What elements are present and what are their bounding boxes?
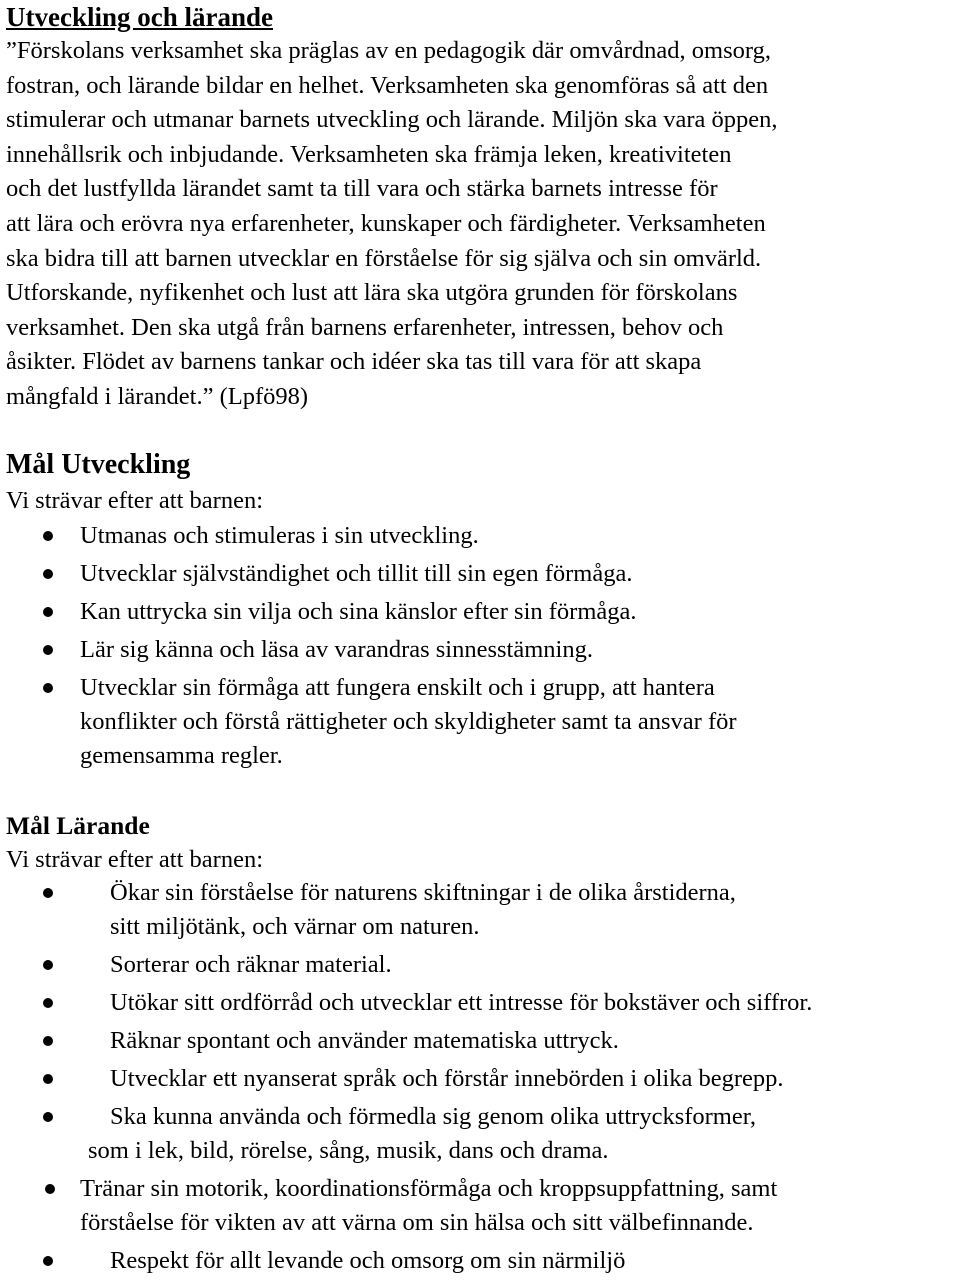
bullet-icon bbox=[43, 569, 53, 579]
list-item-text: som i lek, bild, rörelse, sång, musik, dans och drama. bbox=[88, 1137, 609, 1164]
intro-line: Utforskande, nyfikenhet och lust att lära ska utgöra grunden för förskolans bbox=[6, 279, 738, 307]
list-item-text: förståelse för vikten av att värna om sin hälsa och sitt välbefinnande. bbox=[80, 1209, 754, 1236]
list-item bbox=[0, 519, 960, 553]
list-item-text: Lär sig känna och läsa av varandras sinnesstämning. bbox=[80, 636, 593, 663]
list-item-text: sitt miljötänk, och värnar om naturen. bbox=[110, 913, 480, 940]
bullet-icon bbox=[43, 998, 53, 1008]
intro-line: innehållsrik och inbjudande. Verksamheten ska främja leken, kreativiteten bbox=[6, 140, 732, 168]
list-item bbox=[0, 1172, 960, 1240]
bullet-icon bbox=[43, 531, 53, 541]
section-title-utveckling: Mål Utveckling bbox=[6, 449, 191, 480]
list-item bbox=[0, 557, 960, 591]
list-item-text: gemensamma regler. bbox=[80, 742, 283, 769]
list-item-text: Räknar spontant och använder matematiska uttryck. bbox=[110, 1027, 619, 1054]
intro-line: ska bidra till att barnen utvecklar en förståelse för sig själva och sin omvärld. bbox=[6, 244, 762, 272]
list-item-text: Utmanas och stimuleras i sin utveckling. bbox=[80, 522, 479, 549]
list-item bbox=[0, 671, 960, 773]
list-item bbox=[0, 1062, 960, 1096]
section-lead-utveckling: Vi strävar efter att barnen: bbox=[6, 487, 264, 514]
intro-line: åsikter. Flödet av barnens tankar och idéer ska tas till vara för att skapa bbox=[6, 348, 702, 376]
intro-line: stimulerar och utmanar barnets utveckling och lärande. Miljön ska vara öppen, bbox=[6, 106, 778, 134]
list-item-text: konflikter och förstå rättigheter och skyldigheter samt ta ansvar för bbox=[80, 708, 737, 735]
section-lead-larande: Vi strävar efter att barnen: bbox=[6, 846, 264, 873]
bullet-icon bbox=[43, 888, 53, 898]
bullet-icon bbox=[43, 683, 53, 693]
list-item bbox=[0, 633, 960, 667]
goal-list-utveckling bbox=[0, 519, 960, 777]
list-item bbox=[0, 876, 960, 944]
page-title: Utveckling och lärande bbox=[6, 2, 273, 32]
bullet-icon bbox=[43, 1036, 53, 1046]
list-item-text: Respekt för allt levande och omsorg om sin närmiljö bbox=[110, 1247, 626, 1274]
intro-line: mångfald i lärandet.” (Lpfö98) bbox=[6, 382, 309, 410]
intro-line: verksamhet. Den ska utgå från barnens erfarenheter, intressen, behov och bbox=[6, 313, 724, 341]
list-item bbox=[0, 595, 960, 629]
bullet-icon bbox=[43, 607, 53, 617]
list-item-text: Utvecklar ett nyanserat språk och förstår innebörden i olika begrepp. bbox=[110, 1065, 784, 1092]
bullet-icon bbox=[43, 960, 53, 970]
intro-line: och det lustfyllda lärandet samt ta till vara och stärka barnets intresse för bbox=[6, 175, 718, 203]
bullet-icon bbox=[43, 1256, 53, 1266]
list-item-text: Utvecklar sin förmåga att fungera enskilt och i grupp, att hantera bbox=[80, 674, 715, 701]
list-item bbox=[0, 986, 960, 1020]
list-item-text: Sorterar och räknar material. bbox=[110, 951, 392, 978]
list-item bbox=[0, 948, 960, 982]
bullet-icon bbox=[43, 1074, 53, 1084]
list-item bbox=[0, 1244, 960, 1278]
list-item bbox=[0, 1024, 960, 1058]
bullet-icon bbox=[43, 645, 53, 655]
list-item-text: Kan uttrycka sin vilja och sina känslor efter sin förmåga. bbox=[80, 598, 637, 625]
intro-line: att lära och erövra nya erfarenheter, kunskaper och färdigheter. Verksamheten bbox=[6, 209, 766, 237]
intro-line: ”Förskolans verksamhet ska präglas av en pedagogik där omvårdnad, omsorg, bbox=[6, 37, 771, 64]
bullet-icon bbox=[45, 1184, 55, 1194]
list-item-text: Utvecklar självständighet och tillit till sin egen förmåga. bbox=[80, 560, 633, 587]
list-item-text: Ökar sin förståelse för naturens skiftningar i de olika årstiderna, bbox=[110, 879, 736, 906]
list-item-text: Tränar sin motorik, koordinationsförmåga och kroppsuppfattning, samt bbox=[80, 1175, 778, 1202]
list-item bbox=[0, 1100, 960, 1168]
goal-list-larande bbox=[0, 876, 960, 1282]
intro-quote bbox=[6, 34, 956, 415]
intro-line: fostran, och lärande bildar en helhet. Verksamheten ska genomföras så att den bbox=[6, 71, 769, 99]
list-item-text: Utökar sitt ordförråd och utvecklar ett intresse för bokstäver och siffror. bbox=[110, 989, 813, 1016]
bullet-icon bbox=[43, 1112, 53, 1122]
section-title-larande: Mål Lärande bbox=[6, 811, 150, 840]
list-item-text: Ska kunna använda och förmedla sig genom olika uttrycksformer, bbox=[110, 1103, 757, 1130]
